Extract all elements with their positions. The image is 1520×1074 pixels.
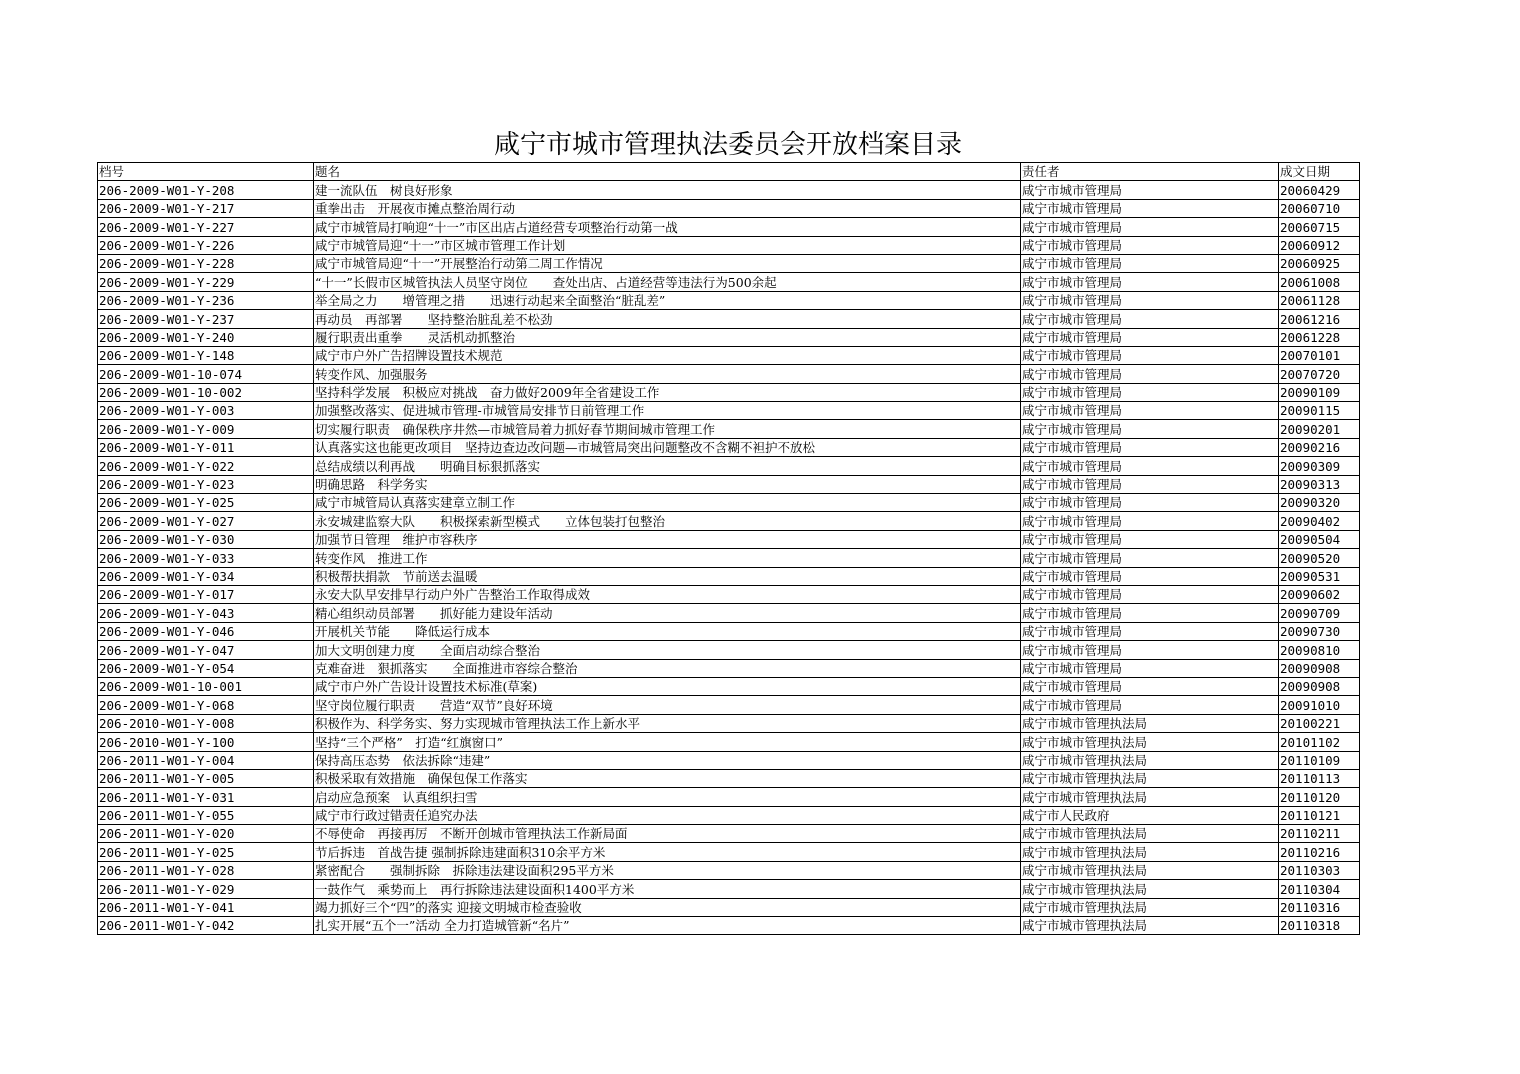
archive-number-cell: 206-2009-W01-Y-022 — [98, 457, 314, 475]
archive-number-cell: 206-2009-W01-Y-017 — [98, 585, 314, 603]
archive-number-cell: 206-2009-W01-Y-034 — [98, 567, 314, 585]
responsible-party-cell: 咸宁市城市管理局 — [1021, 273, 1279, 291]
title-cell: 坚持“三个严格” 打造“红旗窗口” — [314, 733, 1021, 751]
date-cell: 20090201 — [1279, 420, 1360, 438]
table-row — [98, 917, 1360, 935]
title-cell: 重拳出击 开展夜市摊点整治周行动 — [314, 199, 1021, 217]
date-cell: 20090313 — [1279, 475, 1360, 493]
date-cell: 20090109 — [1279, 383, 1360, 401]
archive-number-cell: 206-2009-W01-10-074 — [98, 365, 314, 383]
date-cell: 20100221 — [1279, 714, 1360, 732]
table-row — [98, 346, 1360, 364]
archive-number-cell: 206-2009-W01-Y-003 — [98, 402, 314, 420]
title-cell: 履行职责出重拳 灵活机动抓整治 — [314, 328, 1021, 346]
archive-number-cell: 206-2009-W01-Y-229 — [98, 273, 314, 291]
date-cell: 20060912 — [1279, 236, 1360, 254]
responsible-party-cell: 咸宁市城市管理局 — [1021, 438, 1279, 456]
table-row — [98, 402, 1360, 420]
table-row — [98, 659, 1360, 677]
title-cell: 举全局之力 增管理之措 迅速行动起来全面整治“脏乱差” — [314, 291, 1021, 309]
table-row — [98, 825, 1360, 843]
date-cell: 20090531 — [1279, 567, 1360, 585]
archive-number-cell: 206-2009-W01-Y-054 — [98, 659, 314, 677]
responsible-party-cell: 咸宁市城市管理局 — [1021, 549, 1279, 567]
responsible-party-cell: 咸宁市城市管理局 — [1021, 530, 1279, 548]
title-cell: 坚守岗位履行职责 营造“双节”良好环境 — [314, 696, 1021, 714]
title-cell: 咸宁市户外广告招牌设置技术规范 — [314, 346, 1021, 364]
table-row — [98, 218, 1360, 236]
archive-number-cell: 206-2009-W01-Y-226 — [98, 236, 314, 254]
archive-number-cell: 206-2009-W01-Y-027 — [98, 512, 314, 530]
table-row — [98, 328, 1360, 346]
responsible-party-cell: 咸宁市城市管理局 — [1021, 494, 1279, 512]
title-cell: “十一”长假市区城管执法人员坚守岗位 查处出店、占道经营等违法行为500余起 — [314, 273, 1021, 291]
archive-number-cell: 206-2009-W01-Y-011 — [98, 438, 314, 456]
date-cell: 20070101 — [1279, 346, 1360, 364]
archive-number-cell: 206-2010-W01-Y-100 — [98, 733, 314, 751]
responsible-party-cell: 咸宁市城市管理局 — [1021, 585, 1279, 603]
title-cell: 咸宁市户外广告设计设置技术标准(草案) — [314, 677, 1021, 695]
date-cell: 20090320 — [1279, 494, 1360, 512]
archive-number-cell: 206-2009-W01-Y-228 — [98, 254, 314, 272]
table-row — [98, 806, 1360, 824]
date-cell: 20091010 — [1279, 696, 1360, 714]
archive-number-cell: 206-2011-W01-Y-028 — [98, 861, 314, 879]
date-cell: 20090309 — [1279, 457, 1360, 475]
responsible-party-cell: 咸宁市城市管理局 — [1021, 512, 1279, 530]
table-row — [98, 641, 1360, 659]
table-header-row — [98, 163, 1360, 181]
title-cell: 认真落实这也能更改项目 坚持边查边改问题—市城管局突出问题整改不含糊不袒护不放松 — [314, 438, 1021, 456]
date-cell: 20110316 — [1279, 898, 1360, 916]
table-row — [98, 567, 1360, 585]
title-cell: 明确思路 科学务实 — [314, 475, 1021, 493]
table-row — [98, 788, 1360, 806]
date-cell: 20061008 — [1279, 273, 1360, 291]
title-cell: 一鼓作气 乘势而上 再行拆除违法建设面积1400平方米 — [314, 880, 1021, 898]
responsible-party-cell: 咸宁市城市管理局 — [1021, 310, 1279, 328]
responsible-party-cell: 咸宁市城市管理局 — [1021, 402, 1279, 420]
table-row — [98, 310, 1360, 328]
table-row — [98, 843, 1360, 861]
archive-number-cell: 206-2009-W01-Y-047 — [98, 641, 314, 659]
responsible-party-cell: 咸宁市城市管理执法局 — [1021, 769, 1279, 787]
date-cell: 20060925 — [1279, 254, 1360, 272]
responsible-party-cell: 咸宁市城市管理局 — [1021, 622, 1279, 640]
table-row — [98, 898, 1360, 916]
title-cell: 精心组织动员部署 抓好能力建设年活动 — [314, 604, 1021, 622]
title-cell: 转变作风、加强服务 — [314, 365, 1021, 383]
table-row — [98, 457, 1360, 475]
table-row — [98, 236, 1360, 254]
archive-number-cell: 206-2009-W01-Y-068 — [98, 696, 314, 714]
archive-number-cell: 206-2009-W01-Y-148 — [98, 346, 314, 364]
archive-number-cell: 206-2009-W01-Y-043 — [98, 604, 314, 622]
responsible-party-cell: 咸宁市城市管理局 — [1021, 346, 1279, 364]
archive-number-cell: 206-2009-W01-Y-208 — [98, 181, 314, 199]
date-cell: 20110211 — [1279, 825, 1360, 843]
title-cell: 扎实开展“五个一”活动 全力打造城管新“名片” — [314, 917, 1021, 935]
title-cell: 加强节日管理 维护市容秩序 — [314, 530, 1021, 548]
archive-number-cell: 206-2009-W01-10-002 — [98, 383, 314, 401]
table-row — [98, 512, 1360, 530]
archive-number-cell: 206-2011-W01-Y-029 — [98, 880, 314, 898]
date-cell: 20060715 — [1279, 218, 1360, 236]
date-cell: 20090810 — [1279, 641, 1360, 659]
date-cell: 20101102 — [1279, 733, 1360, 751]
date-cell: 20060429 — [1279, 181, 1360, 199]
responsible-party-cell: 咸宁市城市管理执法局 — [1021, 825, 1279, 843]
archive-number-cell: 206-2009-W01-Y-237 — [98, 310, 314, 328]
title-cell: 克难奋进 狠抓落实 全面推进市容综合整治 — [314, 659, 1021, 677]
responsible-party-cell: 咸宁市城市管理执法局 — [1021, 861, 1279, 879]
responsible-party-cell: 咸宁市城市管理局 — [1021, 567, 1279, 585]
table-row — [98, 181, 1360, 199]
archive-number-cell: 206-2011-W01-Y-020 — [98, 825, 314, 843]
date-cell: 20090115 — [1279, 402, 1360, 420]
responsible-party-cell: 咸宁市城市管理执法局 — [1021, 917, 1279, 935]
title-cell: 永安大队早安排早行动户外广告整治工作取得成效 — [314, 585, 1021, 603]
responsible-party-cell: 咸宁市城市管理执法局 — [1021, 898, 1279, 916]
table-row — [98, 494, 1360, 512]
responsible-party-cell: 咸宁市城市管理局 — [1021, 677, 1279, 695]
title-cell: 咸宁市城管局打响迎“十一”市区出店占道经营专项整治行动第一战 — [314, 218, 1021, 236]
title-cell: 节后拆违 首战告捷 强制拆除违建面积310余平方米 — [314, 843, 1021, 861]
date-cell: 20090520 — [1279, 549, 1360, 567]
responsible-party-cell: 咸宁市城市管理执法局 — [1021, 880, 1279, 898]
responsible-party-cell: 咸宁市城市管理局 — [1021, 291, 1279, 309]
responsible-party-cell: 咸宁市城市管理局 — [1021, 199, 1279, 217]
responsible-party-cell: 咸宁市城市管理局 — [1021, 236, 1279, 254]
responsible-party-cell: 咸宁市城市管理局 — [1021, 420, 1279, 438]
date-cell: 20110120 — [1279, 788, 1360, 806]
archive-number-cell: 206-2011-W01-Y-042 — [98, 917, 314, 935]
table-row — [98, 880, 1360, 898]
archive-catalog-table — [97, 162, 1360, 935]
date-cell: 20061228 — [1279, 328, 1360, 346]
archive-number-cell: 206-2011-W01-Y-041 — [98, 898, 314, 916]
archive-number-cell: 206-2011-W01-Y-055 — [98, 806, 314, 824]
date-cell: 20090504 — [1279, 530, 1360, 548]
table-row — [98, 365, 1360, 383]
title-cell: 积极帮扶捐款 节前送去温暖 — [314, 567, 1021, 585]
date-cell: 20090730 — [1279, 622, 1360, 640]
table-row — [98, 751, 1360, 769]
date-cell: 20090709 — [1279, 604, 1360, 622]
table-row — [98, 604, 1360, 622]
title-cell: 切实履行职责 确保秩序井然—市城管局着力抓好春节期间城市管理工作 — [314, 420, 1021, 438]
responsible-party-cell: 咸宁市城市管理局 — [1021, 475, 1279, 493]
responsible-party-cell: 咸宁市城市管理局 — [1021, 659, 1279, 677]
title-cell: 紧密配合 强制拆除 拆除违法建设面积295平方米 — [314, 861, 1021, 879]
title-cell: 积极采取有效措施 确保包保工作落实 — [314, 769, 1021, 787]
title-cell: 不辱使命 再接再厉 不断开创城市管理执法工作新局面 — [314, 825, 1021, 843]
title-cell: 启动应急预案 认真组织扫雪 — [314, 788, 1021, 806]
title-cell: 坚持科学发展 积极应对挑战 奋力做好2009年全省建设工作 — [314, 383, 1021, 401]
responsible-party-cell: 咸宁市城市管理局 — [1021, 383, 1279, 401]
responsible-party-cell: 咸宁市城市管理局 — [1021, 218, 1279, 236]
table-row — [98, 861, 1360, 879]
title-cell: 建一流队伍 树良好形象 — [314, 181, 1021, 199]
title-cell: 加强整改落实、促进城市管理-市城管局安排节日前管理工作 — [314, 402, 1021, 420]
date-cell: 20110216 — [1279, 843, 1360, 861]
date-cell: 20110303 — [1279, 861, 1360, 879]
date-cell: 20110318 — [1279, 917, 1360, 935]
table-row — [98, 622, 1360, 640]
date-cell: 20090402 — [1279, 512, 1360, 530]
header-responsible-party: 责任者 — [1021, 163, 1279, 181]
table-row — [98, 733, 1360, 751]
responsible-party-cell: 咸宁市城市管理局 — [1021, 254, 1279, 272]
date-cell: 20090602 — [1279, 585, 1360, 603]
date-cell: 20090216 — [1279, 438, 1360, 456]
responsible-party-cell: 咸宁市城市管理执法局 — [1021, 733, 1279, 751]
archive-number-cell: 206-2009-W01-Y-236 — [98, 291, 314, 309]
date-cell: 20090908 — [1279, 677, 1360, 695]
responsible-party-cell: 咸宁市城市管理局 — [1021, 457, 1279, 475]
title-cell: 咸宁市城管局迎“十一”开展整治行动第二周工作情况 — [314, 254, 1021, 272]
archive-number-cell: 206-2011-W01-Y-031 — [98, 788, 314, 806]
table-row — [98, 254, 1360, 272]
responsible-party-cell: 咸宁市城市管理局 — [1021, 696, 1279, 714]
table-row — [98, 585, 1360, 603]
date-cell: 20110109 — [1279, 751, 1360, 769]
title-cell: 再动员 再部署 坚持整治脏乱差不松劲 — [314, 310, 1021, 328]
table-row — [98, 696, 1360, 714]
table-row — [98, 677, 1360, 695]
archive-number-cell: 206-2009-W01-Y-009 — [98, 420, 314, 438]
table-row — [98, 475, 1360, 493]
title-cell: 咸宁市行政过错责任追究办法 — [314, 806, 1021, 824]
date-cell: 20090908 — [1279, 659, 1360, 677]
date-cell: 20061128 — [1279, 291, 1360, 309]
table-row — [98, 438, 1360, 456]
table-row — [98, 273, 1360, 291]
responsible-party-cell: 咸宁市城市管理执法局 — [1021, 788, 1279, 806]
title-cell: 开展机关节能 降低运行成本 — [314, 622, 1021, 640]
title-cell: 竭力抓好三个“四”的落实 迎接文明城市检查验收 — [314, 898, 1021, 916]
archive-number-cell: 206-2011-W01-Y-025 — [98, 843, 314, 861]
date-cell: 20110304 — [1279, 880, 1360, 898]
responsible-party-cell: 咸宁市人民政府 — [1021, 806, 1279, 824]
table-row — [98, 769, 1360, 787]
archive-number-cell: 206-2009-W01-Y-046 — [98, 622, 314, 640]
archive-number-cell: 206-2011-W01-Y-005 — [98, 769, 314, 787]
archive-number-cell: 206-2011-W01-Y-004 — [98, 751, 314, 769]
title-cell: 咸宁市城管局迎“十一”市区城市管理工作计划 — [314, 236, 1021, 254]
header-title: 题名 — [314, 163, 1021, 181]
page-title: 咸宁市城市管理执法委员会开放档案目录 — [493, 130, 962, 160]
title-cell: 积极作为、科学务实、努力实现城市管理执法工作上新水平 — [314, 714, 1021, 732]
archive-number-cell: 206-2009-W01-10-001 — [98, 677, 314, 695]
responsible-party-cell: 咸宁市城市管理局 — [1021, 365, 1279, 383]
title-cell: 保持高压态势 依法拆除“违建” — [314, 751, 1021, 769]
header-archive-number: 档号 — [98, 163, 314, 181]
title-cell: 咸宁市城管局认真落实建章立制工作 — [314, 494, 1021, 512]
responsible-party-cell: 咸宁市城市管理执法局 — [1021, 751, 1279, 769]
table-row — [98, 714, 1360, 732]
table-row — [98, 383, 1360, 401]
table-row — [98, 420, 1360, 438]
responsible-party-cell: 咸宁市城市管理局 — [1021, 328, 1279, 346]
archive-number-cell: 206-2009-W01-Y-240 — [98, 328, 314, 346]
archive-number-cell: 206-2009-W01-Y-025 — [98, 494, 314, 512]
header-date: 成文日期 — [1279, 163, 1360, 181]
responsible-party-cell: 咸宁市城市管理执法局 — [1021, 714, 1279, 732]
title-cell: 永安城建监察大队 积极探索新型模式 立体包装打包整治 — [314, 512, 1021, 530]
table-row — [98, 291, 1360, 309]
table-row — [98, 199, 1360, 217]
date-cell: 20110121 — [1279, 806, 1360, 824]
archive-number-cell: 206-2010-W01-Y-008 — [98, 714, 314, 732]
archive-number-cell: 206-2009-W01-Y-217 — [98, 199, 314, 217]
date-cell: 20110113 — [1279, 769, 1360, 787]
date-cell: 20070720 — [1279, 365, 1360, 383]
table-row — [98, 549, 1360, 567]
archive-number-cell: 206-2009-W01-Y-023 — [98, 475, 314, 493]
title-cell: 总结成绩以利再战 明确目标狠抓落实 — [314, 457, 1021, 475]
title-cell: 转变作风 推进工作 — [314, 549, 1021, 567]
archive-number-cell: 206-2009-W01-Y-033 — [98, 549, 314, 567]
responsible-party-cell: 咸宁市城市管理局 — [1021, 604, 1279, 622]
archive-number-cell: 206-2009-W01-Y-227 — [98, 218, 314, 236]
title-cell: 加大文明创建力度 全面启动综合整治 — [314, 641, 1021, 659]
table-row — [98, 530, 1360, 548]
archive-number-cell: 206-2009-W01-Y-030 — [98, 530, 314, 548]
date-cell: 20060710 — [1279, 199, 1360, 217]
responsible-party-cell: 咸宁市城市管理局 — [1021, 641, 1279, 659]
responsible-party-cell: 咸宁市城市管理局 — [1021, 181, 1279, 199]
date-cell: 20061216 — [1279, 310, 1360, 328]
responsible-party-cell: 咸宁市城市管理执法局 — [1021, 843, 1279, 861]
